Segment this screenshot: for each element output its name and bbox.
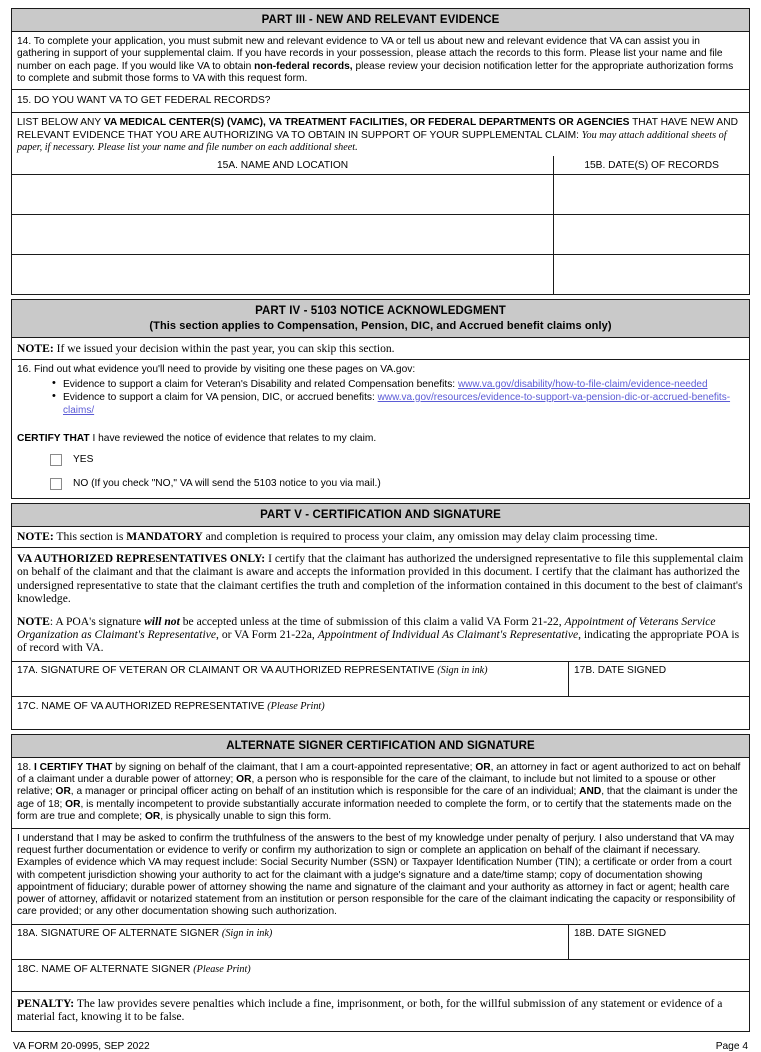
field-17c-hint: (Please Print) xyxy=(267,700,325,712)
part-4-header xyxy=(12,300,749,338)
record-dates-input-1[interactable] xyxy=(554,174,749,214)
field-18c-name-alternate[interactable] xyxy=(12,960,749,992)
field-17a-17b-row xyxy=(12,661,749,697)
record-name-input-3[interactable] xyxy=(12,254,554,294)
poa-note-form2122-title: Appointment of Veterans Service Organization as Claimant's Representative xyxy=(17,614,716,641)
poa-note-d: , indicating the appropriate POA is of record with VA. xyxy=(17,627,740,655)
checkbox-yes[interactable] xyxy=(50,454,62,466)
poa-note-a: : A POA's signature xyxy=(49,614,145,628)
item-14-bold-nonfederal: non-federal records, xyxy=(254,60,353,72)
field-17a-label: 17A. SIGNATURE OF VETERAN OR CLAIMANT OR VA AUTHORIZED REPRESENTATIVE xyxy=(17,664,438,676)
checkbox-row-yes[interactable] xyxy=(50,454,744,466)
records-table-header-row xyxy=(12,156,749,174)
field-18b-label: 18B. DATE SIGNED xyxy=(574,927,667,939)
certify-label: CERTIFY THAT xyxy=(17,433,90,445)
record-name-input-2[interactable] xyxy=(12,214,554,254)
item-14-text-tail: please review your decision notification letter for the appropriate authorization forms to complete and submit those forms to VA with this request form. xyxy=(17,60,734,84)
item-18-understanding: I understand that I may be asked to confirm the truthfulness of the answers to the best of my knowledge under penalty of perjury. I also understand that VA may request further documentation or evidence to verify or confirm my authorization to sign or complete an application on behalf of the claimant if necessary. Examples of evidence which VA may request include: Social Security Number (SSN) or Taxpayer Identification Number (TIN); a certificate or order from a court with competent jurisdiction showing your authority to act for the claimant with a judge's signature and a date/time stamp; copy of documentation showing appointment of fiduciary; durable power of attorney showing the name and signature of the claimant and your authority as attorney in fact or agent; health care power of attorney, affidavit or notarized statement from an institution or person responsible for the care of the claimant indicating the capacity or responsibility of care provided; or any other documentation showing such authorization. xyxy=(12,829,749,925)
pension-dic-benefits-link[interactable]: www.va.gov/resources/evidence-to-support-va-pension-dic-or-accrued-benefits-claims/ xyxy=(63,391,731,416)
item-16-lead: 16. Find out what evidence you'll need to provide by visiting one these pages on VA.gov: xyxy=(17,364,416,376)
record-dates-input-3[interactable] xyxy=(554,254,749,294)
alternate-signer-section xyxy=(11,734,750,1032)
page-footer xyxy=(11,1032,750,1052)
part-5-note-b: and completion is required to process your claim, any omission may delay claim processing time. xyxy=(202,530,658,544)
item-15-intro-italic: You may attach additional sheets of paper, if necessary. Please list your name and file number on each additional sheet. xyxy=(17,129,727,154)
va-rep-text: I certify that the claimant has authorized the undersigned representative to file this supplemental claim on behalf of the claimant and that the claimant is aware and accepts the information provided in this document. I certify that the claimant has authorized the undersigned representative to state that the claimant certifies the truth and completion of the information contained in this document to the best of claimant's knowledge. xyxy=(17,551,744,606)
field-17a-hint: (Sign in ink) xyxy=(437,664,488,676)
bullet-1-text: Evidence to support a claim for Veteran's Disability and related Compensation benefits: xyxy=(63,378,458,390)
field-17a-signature[interactable] xyxy=(12,662,569,696)
penalty-text: The law provides severe penalties which include a fine, imprisonment, or both, for the willful submission of any statement or evidence of a material fact, knowing it to be false. xyxy=(17,996,723,1024)
penalty-label: PENALTY: xyxy=(17,996,75,1010)
field-18b-date-signed[interactable] xyxy=(569,925,749,959)
item-18-or-3: OR xyxy=(55,786,71,798)
bullet-2-text: Evidence to support a claim for VA pension, DIC, or accrued benefits: xyxy=(63,391,378,403)
part-5-header: PART V - CERTIFICATION AND SIGNATURE xyxy=(12,504,749,527)
records-table xyxy=(12,156,749,295)
checkbox-yes-label: YES xyxy=(73,454,94,466)
item-18-c: , a person who is responsible for the care of the claimant, to include but not limited to a spouse or other relative; xyxy=(17,774,716,798)
item-18-a: by signing on behalf of the claimant, that I am a court-appointed representative; xyxy=(112,761,476,773)
field-17b-label: 17B. DATE SIGNED xyxy=(574,664,667,676)
field-17c-name-rep[interactable] xyxy=(12,697,749,729)
evidence-needed-link[interactable]: www.va.gov/disability/how-to-file-claim/evidence-needed xyxy=(457,378,708,390)
field-18a-signature[interactable] xyxy=(12,925,569,959)
field-18a-label: 18A. SIGNATURE OF ALTERNATE SIGNER xyxy=(17,927,222,939)
part-4-section xyxy=(11,299,750,500)
column-header-dates: 15B. DATE(S) OF RECORDS xyxy=(554,156,749,174)
va-rep-certification xyxy=(12,548,749,661)
item-18-or-2: OR xyxy=(236,774,252,786)
item-14-instructions xyxy=(12,32,749,90)
list-item xyxy=(63,378,744,391)
part-5-note-label: NOTE: xyxy=(17,530,54,544)
item-15-intro xyxy=(12,113,749,156)
part-4-header-subtitle: (This section applies to Compensation, Pension, DIC, and Accrued benefit claims only) xyxy=(149,319,612,332)
item-18-g: , is physically unable to sign this form. xyxy=(160,810,332,822)
list-item xyxy=(63,391,744,417)
item-18-and: AND xyxy=(579,786,602,798)
item-18-f: , is mentally incompetent to provide substantially accurate information needed to complete the form, or to certify that the statements made on the form are true and complete; xyxy=(17,798,732,822)
part-3-section xyxy=(11,8,750,295)
field-18c-label: 18C. NAME OF ALTERNATE SIGNER xyxy=(17,963,194,975)
item-15-intro-bold: VA MEDICAL CENTER(S) (VAMC), VA TREATMENT FACILITIES, OR FEDERAL DEPARTMENTS OR AGENCIES xyxy=(103,117,630,129)
item-18-or-5: OR xyxy=(144,810,161,822)
item-15-intro-lead: LIST BELOW ANY xyxy=(17,117,104,129)
table-row xyxy=(12,214,749,254)
field-18a-hint: (Sign in ink) xyxy=(221,927,273,939)
certify-block xyxy=(12,421,749,490)
poa-note-willnot: will not xyxy=(144,614,180,628)
part-4-note-text: If we issued your decision within the past year, you can skip this section. xyxy=(53,341,395,355)
item-18-d: , a manager or principal officer acting on behalf of an institution which is responsible for the care of an individual; xyxy=(70,786,580,798)
item-18-number: 18. xyxy=(17,761,34,773)
poa-note-b: be accepted unless at the time of submission of this claim a valid VA Form 21-22, xyxy=(179,614,565,628)
record-name-input-1[interactable] xyxy=(12,174,554,214)
form-identifier: VA FORM 20-0995, SEP 2022 xyxy=(13,1040,150,1052)
certify-statement xyxy=(17,433,744,445)
field-18c-hint: (Please Print) xyxy=(193,963,251,975)
item-18-or-1: OR xyxy=(475,761,491,773)
part-5-note-bold: MANDATORY xyxy=(126,530,203,544)
item-18-certification xyxy=(12,758,749,829)
item-16-block xyxy=(12,360,749,421)
va-rep-label: VA AUTHORIZED REPRESENTATIVES ONLY: xyxy=(17,551,266,565)
item-18-bold-label: I CERTIFY THAT xyxy=(34,761,113,773)
item-18-or-4: OR xyxy=(65,798,81,810)
item-14-text-lead: 14. To complete your application, you must submit new and relevant evidence to VA or tell us about new and relevant evidence that VA can assist you in gathering in support of your supplemental claim. If you have records in your possession, please attach the records to this form. Please list your name and file number on each page. If you would like VA to obtain xyxy=(17,36,723,72)
checkbox-no[interactable] xyxy=(50,478,62,490)
item-18-e: , that the claimant is under the age of 18; xyxy=(17,786,738,810)
item-18-b: , an attorney in fact or agent authorized to act on behalf of a claimant under a durable power of attorney; xyxy=(17,761,741,786)
poa-note-label: NOTE xyxy=(17,614,50,628)
evidence-links-list xyxy=(17,378,744,418)
part-4-note xyxy=(12,338,749,360)
table-row xyxy=(12,174,749,214)
item-15-question: 15. DO YOU WANT VA TO GET FEDERAL RECORDS? xyxy=(12,90,749,113)
poa-note-form2122a-title: Appointment of Individual As Claimant's Representative xyxy=(317,627,579,641)
column-header-name-location: 15A. NAME AND LOCATION xyxy=(12,156,554,174)
field-17b-date-signed[interactable] xyxy=(569,662,749,696)
part-5-note-a: This section is xyxy=(53,530,127,544)
field-18a-18b-row xyxy=(12,925,749,960)
part-5-section xyxy=(11,503,750,729)
checkbox-row-no[interactable] xyxy=(50,478,744,490)
part-4-header-title: PART IV - 5103 NOTICE ACKNOWLEDGMENT xyxy=(255,304,506,317)
part-4-note-label: NOTE: xyxy=(17,341,54,355)
checkbox-no-label: NO (If you check "NO," VA will send the 5103 notice to you via mail.) xyxy=(73,478,381,490)
penalty-notice xyxy=(12,992,749,1031)
field-17c-label: 17C. NAME OF VA AUTHORIZED REPRESENTATIVE xyxy=(17,700,268,712)
record-dates-input-2[interactable] xyxy=(554,214,749,254)
page-number: Page 4 xyxy=(715,1040,748,1052)
table-row xyxy=(12,254,749,294)
part-3-header: PART III - NEW AND RELEVANT EVIDENCE xyxy=(12,9,749,32)
part-5-note-mandatory xyxy=(12,527,749,547)
certify-text: I have reviewed the notice of evidence that relates to my claim. xyxy=(89,433,377,445)
item-15-intro-mid: THAT HAVE NEW AND RELEVANT EVIDENCE THAT YOU ARE AUTHORIZING VA TO OBTAIN IN SUPPORT OF YOUR SUPPLEMENTAL CLAIM: xyxy=(17,117,738,141)
alternate-signer-header: ALTERNATE SIGNER CERTIFICATION AND SIGNATURE xyxy=(12,735,749,758)
poa-note-c: , or VA Form 21-22a, xyxy=(216,627,318,641)
